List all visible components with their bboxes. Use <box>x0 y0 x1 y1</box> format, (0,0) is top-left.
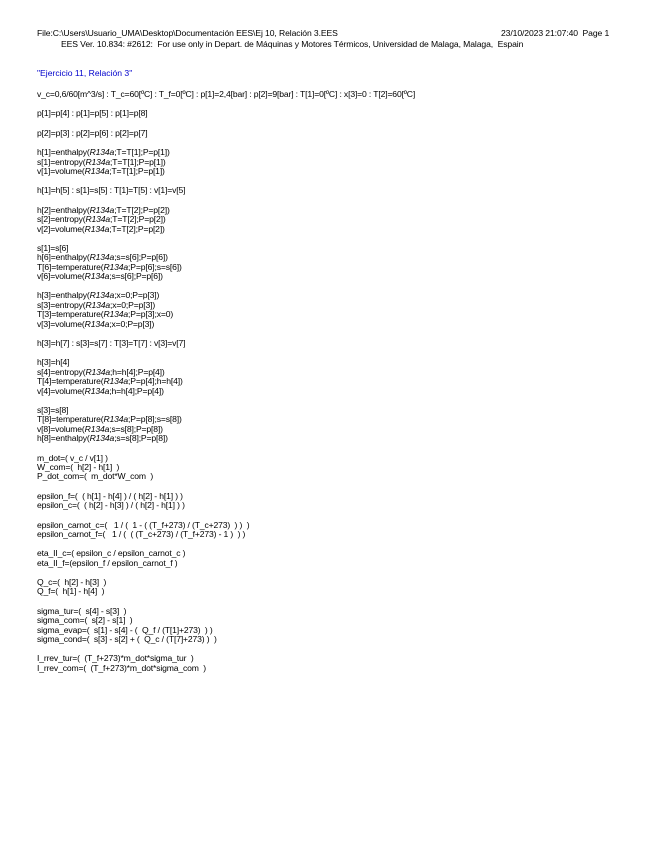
equation-block <box>37 521 415 540</box>
equation-line: sigma_tur=( s[4] - s[3] ) <box>37 605 127 616</box>
fluid-name: R134a <box>103 261 129 272</box>
equation-block <box>37 109 415 118</box>
equation-line: m_dot=( v_c / v[1] ) <box>37 452 108 463</box>
fluid-name: R134a <box>89 147 115 158</box>
equation-block <box>37 549 415 568</box>
equation-block <box>37 578 415 597</box>
equation-line: h[1]=enthalpy(R134a;T=T[1];P=p[1]) <box>37 147 170 158</box>
equation-block <box>37 291 415 329</box>
equation-block <box>37 607 415 645</box>
equation-line: v[1]=volume(R134a;T=T[1];P=p[1]) <box>37 165 165 176</box>
fluid-name: R134a <box>85 366 111 377</box>
equation-line: p[1]=p[4] : p[1]=p[5] : p[1]=p[8] <box>37 108 148 119</box>
equation-line: T[8]=temperature(R134a;P=p[8];s=s[8]) <box>37 414 182 425</box>
equation-line: I_rrev_com=( (T_f+273)*m_dot*sigma_com ) <box>37 662 206 673</box>
equation-line: Q_f=( h[1] - h[4] ) <box>37 586 105 597</box>
fluid-name: R134a <box>84 271 110 282</box>
equation-block <box>37 186 415 195</box>
equation-block <box>37 90 415 99</box>
fluid-name: R134a <box>85 299 111 310</box>
equation-line: v[8]=volume(R134a;s=s[8];P=p[8]) <box>37 423 163 434</box>
equation-line: epsilon_c=( ( h[2] - h[3] ) / ( h[2] - h[1] ) ) <box>37 500 185 511</box>
equation-line: sigma_evap=( s[1] - s[4] - ( Q_f / (T[1]+273) ) ) <box>37 624 213 635</box>
equation-block <box>37 129 415 138</box>
fluid-name: R134a <box>89 433 115 444</box>
equation-line: T[3]=temperature(R134a;P=p[3];x=0) <box>37 309 174 320</box>
equation-line: v[6]=volume(R134a;s=s[6];P=p[6]) <box>37 271 163 282</box>
equation-line: s[1]=s[6] <box>37 242 69 253</box>
equation-line: h[2]=enthalpy(R134a;T=T[2];P=p[2]) <box>37 204 170 215</box>
equation-block <box>37 654 415 673</box>
license-line: EES Ver. 10.834: #2612: For use only in Depart. de Máquinas y Motores Térmicos, Universidad de Malaga, Malaga, Espain <box>61 39 524 49</box>
fluid-name: R134a <box>84 318 110 329</box>
equation-line: epsilon_f=( ( h[1] - h[4] ) / ( h[2] - h[1] ) ) <box>37 490 183 501</box>
equation-line: h[8]=enthalpy(R134a;s=s[8];P=p[8]) <box>37 433 168 444</box>
equation-line: v[3]=volume(R134a;x=0;P=p[3]) <box>37 318 155 329</box>
equation-line: I_rrev_tur=( (T_f+273)*m_dot*sigma_tur ) <box>37 653 194 664</box>
equation-line: epsilon_carnot_f=( 1 / ( ( (T_c+273) / (T_f+273) - 1 ) ) ) <box>37 528 246 539</box>
equation-line: s[2]=entropy(R134a;T=T[2];P=p[2]) <box>37 214 166 225</box>
equation-line: s[3]=entropy(R134a;x=0;P=p[3]) <box>37 299 156 310</box>
fluid-name: R134a <box>84 423 110 434</box>
equation-line: h[3]=enthalpy(R134a;x=0;P=p[3]) <box>37 290 160 301</box>
equation-line: eta_II_c=( epsilon_c / epsilon_carnot_c ) <box>37 548 186 559</box>
equation-line: epsilon_carnot_c=( 1 / ( 1 - ( (T_f+273) / (T_c+273) ) ) ) <box>37 519 250 530</box>
equation-line: v[2]=volume(R134a;T=T[2];P=p[2]) <box>37 223 165 234</box>
fluid-name: R134a <box>85 214 111 225</box>
equation-line: Q_c=( h[2] - h[3] ) <box>37 577 107 588</box>
fluid-name: R134a <box>103 414 129 425</box>
equation-block <box>37 206 415 234</box>
equation-line: s[1]=entropy(R134a;T=T[1];P=p[1]) <box>37 156 166 167</box>
fluid-name: R134a <box>103 376 129 387</box>
fluid-name: R134a <box>103 309 129 320</box>
equation-block <box>37 492 415 511</box>
fluid-name: R134a <box>89 204 115 215</box>
equation-line: eta_II_f=(epsilon_f / epsilon_carnot_f ) <box>37 557 178 568</box>
equation-line: v_c=0,6/60[m^3/s] : T_c=60[ºC] : T_f=0[ºC] : p[1]=2,4[bar] : p[2]=9[bar] : T[1]=0[ºC] : x[3]=0 : T[2]=60[ºC] <box>37 89 416 99</box>
equation-line: sigma_cond=( s[3] - s[2] + ( Q_c / (T[7]+273) ) ) <box>37 634 217 645</box>
fluid-name: R134a <box>84 223 110 234</box>
equation-line: P_dot_com=( m_dot*W_com ) <box>37 471 154 482</box>
file-path: File:C:\Users\Usuario_UMA\Desktop\Documentación EES\Ej 10, Relación 3.EES <box>37 28 338 38</box>
equation-line: sigma_com=( s[2] - s[1] ) <box>37 615 133 626</box>
equation-list <box>37 90 415 683</box>
equation-line: T[6]=temperature(R134a;P=p[6];s=s[6]) <box>37 261 182 272</box>
equation-line: W_com=( h[2] - h[1] ) <box>37 461 120 472</box>
equation-line: s[4]=entropy(R134a;h=h[4];P=p[4]) <box>37 366 165 377</box>
equation-block <box>37 358 415 396</box>
equation-line: v[4]=volume(R134a;h=h[4];P=p[4]) <box>37 385 164 396</box>
equation-block <box>37 339 415 348</box>
equation-line: h[3]=h[4] <box>37 357 70 368</box>
fluid-name: R134a <box>84 385 110 396</box>
equation-line: s[3]=s[8] <box>37 404 69 415</box>
equation-line: p[2]=p[3] : p[2]=p[6] : p[2]=p[7] <box>37 127 148 138</box>
doc-title: "Ejercicio 11, Relación 3" <box>37 68 133 78</box>
print-datetime: 23/10/2023 21:07:40 Page 1 <box>501 28 610 38</box>
equation-block <box>37 406 415 444</box>
equation-line: h[1]=h[5] : s[1]=s[5] : T[1]=T[5] : v[1]=v[5] <box>37 185 186 196</box>
equation-block <box>37 148 415 176</box>
equation-line: h[3]=h[7] : s[3]=s[7] : T[3]=T[7] : v[3]=v[7] <box>37 338 186 349</box>
equation-block <box>37 244 415 282</box>
fluid-name: R134a <box>85 156 111 167</box>
equation-block <box>37 454 415 482</box>
equation-line: h[6]=enthalpy(R134a;s=s[6];P=p[6]) <box>37 252 168 263</box>
fluid-name: R134a <box>89 252 115 263</box>
equation-line: T[4]=temperature(R134a;P=p[4];h=h[4]) <box>37 376 183 387</box>
fluid-name: R134a <box>84 165 110 176</box>
fluid-name: R134a <box>89 290 115 301</box>
